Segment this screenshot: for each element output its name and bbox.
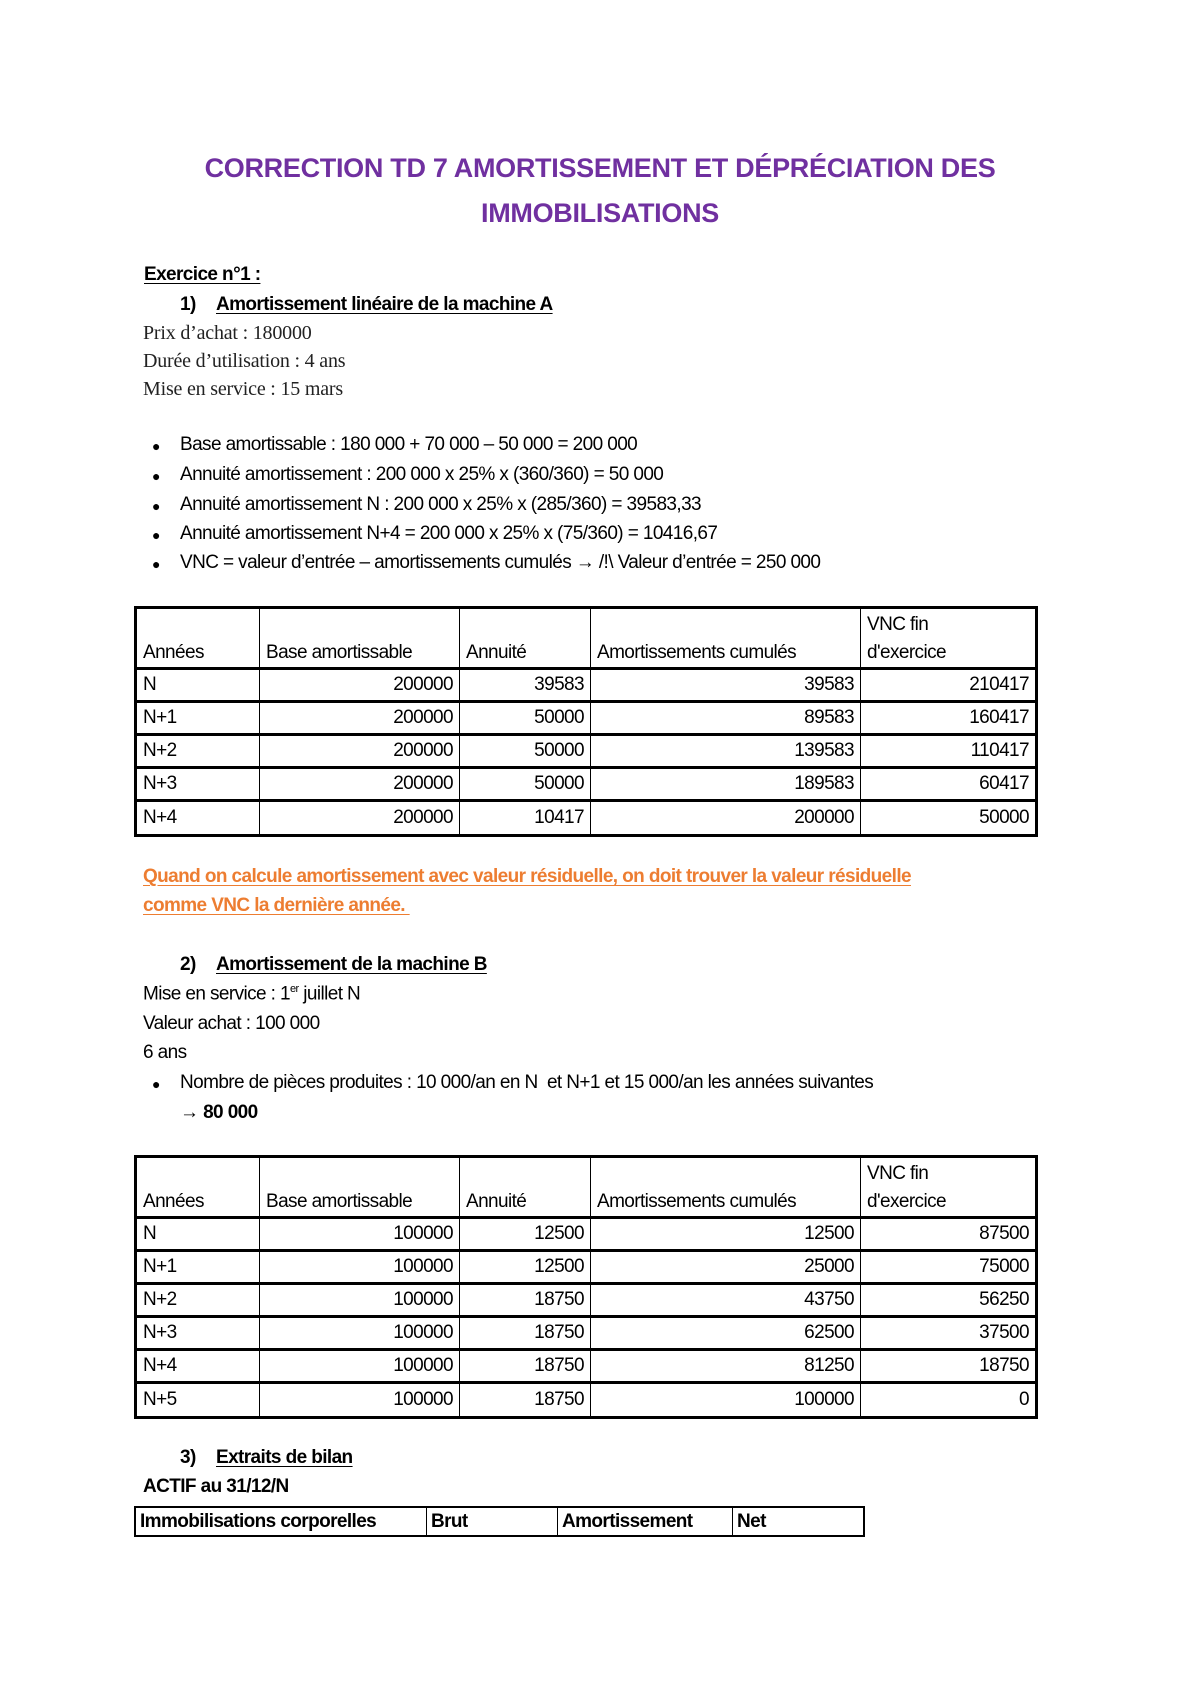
cell-vnc: 18750: [861, 1350, 1037, 1383]
cell-annuity: 50000: [460, 702, 591, 735]
bullet-annuity-n4: Annuité amortissement N+4 = 200 000 x 25% x (75/360) = 10416,67: [180, 523, 718, 544]
cell-year: N+3: [136, 768, 260, 801]
residual-value-note-line1: Quand on calcule amortissement avec valeur résiduelle, on doit trouver la valeur résiduelle: [143, 866, 911, 887]
cell-year: N: [136, 1218, 260, 1251]
table-row: [136, 702, 1037, 735]
cell-vnc: 50000: [861, 801, 1037, 836]
part2-title: Amortissement de la machine B: [216, 954, 487, 975]
cell-base: 100000: [260, 1284, 460, 1317]
table-row: [136, 1350, 1037, 1383]
amortization-table-machine-b: [134, 1155, 1038, 1419]
header-cumulated: Amortissements cumulés: [591, 1157, 861, 1218]
table-row: [136, 1383, 1037, 1418]
bullet-icon: ●: [152, 438, 160, 454]
cell-cumulated: 62500: [591, 1317, 861, 1350]
given-service-date-b: Mise en service : 1er juillet N: [143, 983, 361, 1005]
cell-year: N+1: [136, 702, 260, 735]
bullet-icon: ●: [152, 556, 160, 572]
total-pieces-result: → 80 000: [180, 1102, 258, 1123]
cell-base: 100000: [260, 1218, 460, 1251]
cell-base: 100000: [260, 1317, 460, 1350]
balance-sheet-table: [134, 1506, 865, 1537]
cell-year: N+4: [136, 1350, 260, 1383]
residual-value-note-line2: comme VNC la dernière année.: [143, 895, 410, 916]
exercise-heading: Exercice n°1 :: [144, 264, 261, 285]
cell-year: N: [136, 669, 260, 702]
table-row: [136, 1251, 1037, 1284]
bullet-base: Base amortissable : 180 000 + 70 000 – 50 000 = 200 000: [180, 434, 638, 455]
cell-base: 100000: [260, 1251, 460, 1284]
part3-number: 3): [180, 1447, 196, 1468]
bullet-icon: ●: [152, 498, 160, 514]
cell-base: 200000: [260, 735, 460, 768]
cell-year: N+4: [136, 801, 260, 836]
table-row: [136, 669, 1037, 702]
balance-sheet-subheading: ACTIF au 31/12/N: [143, 1476, 289, 1497]
cell-cumulated: 100000: [591, 1383, 861, 1418]
table-row: [136, 768, 1037, 801]
cell-cumulated: 189583: [591, 768, 861, 801]
cell-base: 200000: [260, 801, 460, 836]
given-duration: Durée d’utilisation : 4 ans: [143, 350, 346, 372]
part2-heading: [180, 954, 487, 976]
cell-vnc: 210417: [861, 669, 1037, 702]
cell-annuity: 39583: [460, 669, 591, 702]
cell-vnc: 110417: [861, 735, 1037, 768]
part3-heading: [180, 1447, 353, 1469]
cell-year: N+2: [136, 735, 260, 768]
table-row: [136, 801, 1037, 836]
header-years: Années: [136, 608, 260, 669]
bullet-icon: ●: [152, 527, 160, 543]
table-row: [136, 735, 1037, 768]
header-cumulated: Amortissements cumulés: [591, 608, 861, 669]
cell-vnc: 60417: [861, 768, 1037, 801]
header-net: Net: [733, 1507, 865, 1536]
part3-title: Extraits de bilan: [216, 1447, 353, 1468]
cell-annuity: 18750: [460, 1317, 591, 1350]
given-service-date: Mise en service : 15 mars: [143, 378, 343, 400]
cell-annuity: 50000: [460, 768, 591, 801]
cell-cumulated: 139583: [591, 735, 861, 768]
cell-annuity: 12500: [460, 1251, 591, 1284]
cell-vnc: 75000: [861, 1251, 1037, 1284]
part1-number: 1): [180, 294, 196, 315]
cell-vnc: 160417: [861, 702, 1037, 735]
table-row: [136, 1317, 1037, 1350]
header-gross: Brut: [427, 1507, 558, 1536]
cell-year: N+2: [136, 1284, 260, 1317]
cell-vnc: 87500: [861, 1218, 1037, 1251]
header-vnc: VNC fin d'exercice: [861, 1157, 1037, 1218]
header-base: Base amortissable: [260, 1157, 460, 1218]
cell-vnc: 37500: [861, 1317, 1037, 1350]
cell-cumulated: 39583: [591, 669, 861, 702]
cell-cumulated: 12500: [591, 1218, 861, 1251]
part1-title: Amortissement linéaire de la machine A: [216, 294, 553, 315]
bullet-pieces-produced: Nombre de pièces produites : 10 000/an en N et N+1 et 15 000/an les années suivantes: [180, 1072, 874, 1093]
header-fixed-assets: Immobilisations corporelles: [135, 1507, 427, 1536]
cell-base: 100000: [260, 1383, 460, 1418]
cell-vnc: 56250: [861, 1284, 1037, 1317]
header-annuity: Annuité: [460, 608, 591, 669]
cell-base: 200000: [260, 669, 460, 702]
cell-cumulated: 200000: [591, 801, 861, 836]
document-title-line1: CORRECTION TD 7 AMORTISSEMENT ET DÉPRÉCIATION DES: [204, 153, 996, 183]
header-vnc: VNC fin d'exercice: [861, 608, 1037, 669]
bullet-annuity-n: Annuité amortissement N : 200 000 x 25% x (285/360) = 39583,33: [180, 494, 702, 515]
cell-cumulated: 89583: [591, 702, 861, 735]
cell-base: 200000: [260, 702, 460, 735]
part1-heading: [180, 294, 553, 316]
header-depreciation: Amortissement: [558, 1507, 733, 1536]
part2-number: 2): [180, 954, 196, 975]
bullet-icon: ●: [152, 468, 160, 484]
cell-annuity: 12500: [460, 1218, 591, 1251]
cell-annuity: 18750: [460, 1383, 591, 1418]
cell-vnc: 0: [861, 1383, 1037, 1418]
cell-year: N+3: [136, 1317, 260, 1350]
header-years: Années: [136, 1157, 260, 1218]
header-annuity: Annuité: [460, 1157, 591, 1218]
table-header-row: [135, 1507, 864, 1536]
cell-base: 100000: [260, 1350, 460, 1383]
amortization-table-machine-a: [134, 606, 1038, 837]
table-header-row: [136, 608, 1037, 669]
table-header-row: [136, 1157, 1037, 1218]
bullet-vnc: VNC = valeur d’entrée – amortissements cumulés → /!\ Valeur d’entrée = 250 000: [180, 552, 821, 573]
bullet-annuity: Annuité amortissement : 200 000 x 25% x (360/360) = 50 000: [180, 464, 664, 485]
cell-cumulated: 25000: [591, 1251, 861, 1284]
bullet-icon: ●: [152, 1076, 160, 1092]
given-purchase-value-b: Valeur achat : 100 000: [143, 1013, 320, 1034]
cell-annuity: 18750: [460, 1350, 591, 1383]
document-title-line2: IMMOBILISATIONS: [481, 198, 719, 228]
cell-cumulated: 81250: [591, 1350, 861, 1383]
header-base: Base amortissable: [260, 608, 460, 669]
table-row: [136, 1284, 1037, 1317]
cell-base: 200000: [260, 768, 460, 801]
given-duration-b: 6 ans: [143, 1042, 187, 1063]
cell-year: N+1: [136, 1251, 260, 1284]
given-purchase-price: Prix d’achat : 180000: [143, 322, 312, 344]
cell-cumulated: 43750: [591, 1284, 861, 1317]
cell-annuity: 50000: [460, 735, 591, 768]
table-row: [136, 1218, 1037, 1251]
cell-year: N+5: [136, 1383, 260, 1418]
cell-annuity: 10417: [460, 801, 591, 836]
cell-annuity: 18750: [460, 1284, 591, 1317]
